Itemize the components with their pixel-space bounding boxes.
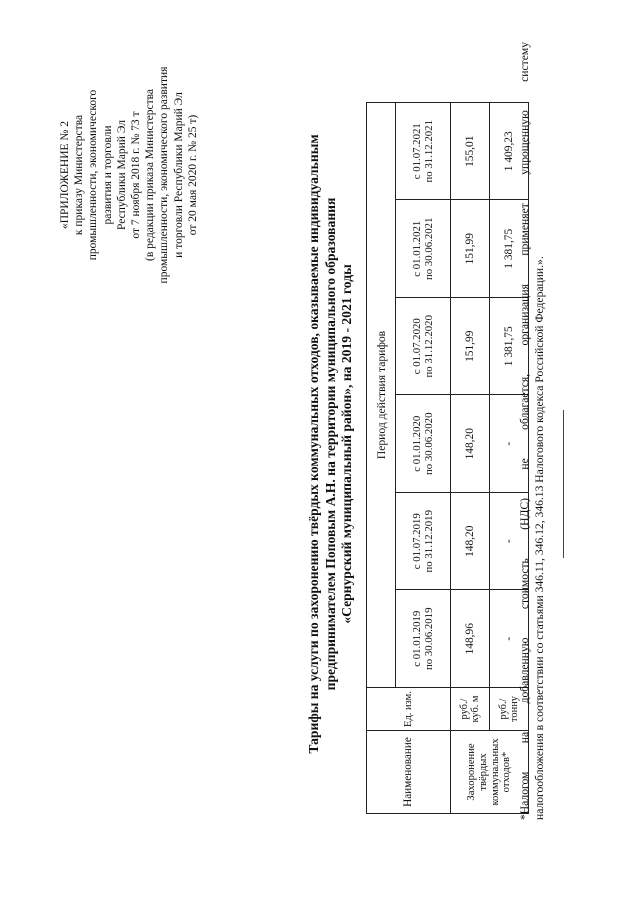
period-header xyxy=(396,590,451,688)
tariff-value: - xyxy=(490,395,529,493)
appendix-line: промышленности, экономического xyxy=(87,89,100,261)
tariff-value: - xyxy=(490,590,529,688)
tariff-value: 148,20 xyxy=(451,395,490,493)
tariff-value: 155,01 xyxy=(451,103,490,201)
period-header xyxy=(396,395,451,493)
footnote-line: налогообложения в соответствии со статьями 346.11, 346.12, 346.13 Налогового кодекса Российской Федерации.». xyxy=(532,256,546,820)
period-from: с 01.01.2020 xyxy=(410,415,423,472)
title-line: предпринимателем Поповым А.Н. на территории муниципального образования xyxy=(322,197,338,691)
period-header xyxy=(396,103,451,201)
period-header xyxy=(396,200,451,298)
separator-line xyxy=(563,410,564,558)
table-header-row xyxy=(367,103,396,814)
appendix-line: от 20 мая 2020 г. № 25 т) xyxy=(186,114,199,236)
column-header-name: Наименование xyxy=(367,731,451,814)
appendix-line: от 7 ноября 2018 г. № 73 т xyxy=(130,111,143,239)
period-header xyxy=(396,298,451,396)
tariff-value: 148,96 xyxy=(451,590,490,688)
period-from: с 01.01.2019 xyxy=(410,610,423,667)
title-line: Тарифы на услуги по захоронению твёрдых коммунальных отходов, оказываемые индивидуальным xyxy=(306,134,321,754)
tariff-value: 151,99 xyxy=(451,200,490,298)
service-name-line: коммунальных xyxy=(489,738,501,806)
period-to: по 30.06.2019 xyxy=(423,607,435,670)
period-to: по 31.12.2019 xyxy=(423,510,435,573)
tariffs-table xyxy=(366,102,529,814)
service-name-line: отходов* xyxy=(501,751,513,793)
period-to: по 30.06.2020 xyxy=(423,412,435,475)
column-header-unit: Ед. изм. xyxy=(367,688,451,731)
appendix-line: Республики Марий Эл xyxy=(115,120,128,231)
unit-line: куб. м xyxy=(470,695,481,723)
title-line: «Сернурский муниципальный район», на 2019 - 2021 годы xyxy=(339,264,354,624)
footnote xyxy=(518,42,547,820)
period-from: с 01.07.2019 xyxy=(410,513,423,570)
period-from: с 01.07.2021 xyxy=(410,123,423,180)
period-to: по 31.12.2021 xyxy=(423,120,435,183)
column-header-period: Период действия тарифов xyxy=(367,103,396,688)
unit-line: руб./ xyxy=(498,698,509,720)
document-title xyxy=(306,64,356,824)
appendix-line: и торговли Республики Марий Эл xyxy=(172,92,185,258)
unit-cell xyxy=(451,688,490,731)
tariff-value: 1 409,23 xyxy=(490,103,529,201)
tariff-value: 1 381,75 xyxy=(490,200,529,298)
appendix-line: «ПРИЛОЖЕНИЕ № 2 xyxy=(59,121,71,230)
appendix-block xyxy=(58,50,200,300)
period-to: по 31.12.2020 xyxy=(423,315,435,378)
table-row xyxy=(451,103,490,814)
period-from: с 01.01.2021 xyxy=(410,220,423,277)
tariff-value: 1 381,75 xyxy=(490,298,529,396)
service-name-line: Захоронение xyxy=(466,743,478,801)
appendix-line: (в редакции приказа Министерства xyxy=(144,89,157,262)
service-name-cell xyxy=(451,731,529,814)
period-from: с 01.07.2020 xyxy=(410,318,423,375)
footnote-line: *Налогом на добавленную стоимость (НДС) не облагается, организация применяет упрощенную систему xyxy=(518,42,531,820)
appendix-line: промышленности, экономического развития xyxy=(158,66,171,284)
tariff-value: 151,99 xyxy=(451,298,490,396)
unit-line: тонну xyxy=(509,696,520,722)
period-header xyxy=(396,493,451,591)
appendix-line: к приказу Министерства xyxy=(73,114,86,236)
period-to: по 30.06.2021 xyxy=(423,217,435,280)
tariff-value: - xyxy=(490,493,529,591)
unit-line: руб./ xyxy=(459,698,470,720)
appendix-line: развития и торговли xyxy=(101,125,114,225)
service-name-line: твёрдых xyxy=(477,753,489,791)
tariff-value: 148,20 xyxy=(451,493,490,591)
